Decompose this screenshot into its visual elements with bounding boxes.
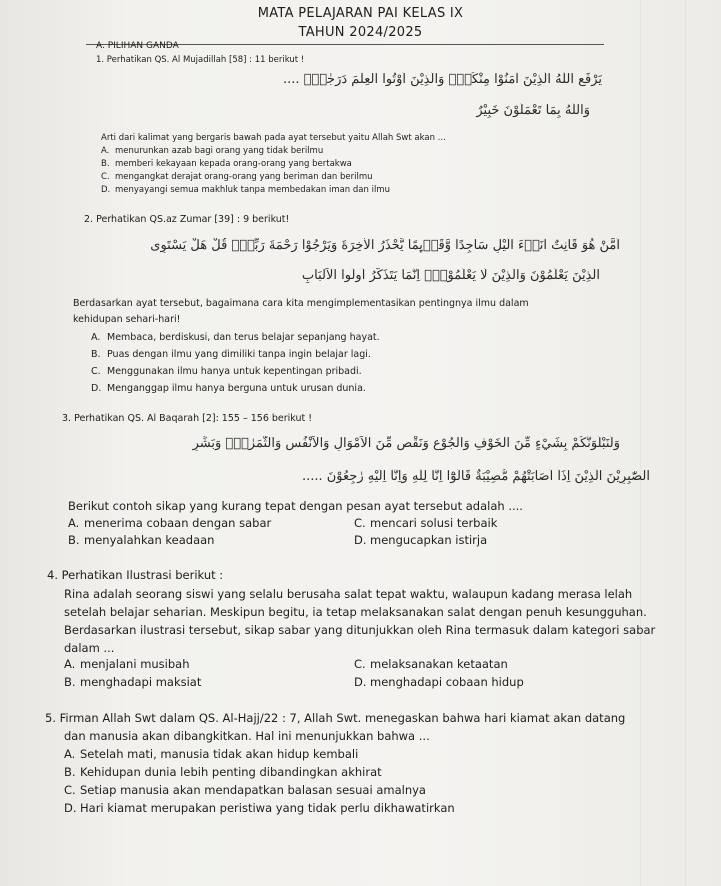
question-3-option-b: B. menyalahkan keadaan — [68, 533, 215, 547]
question-1-option-a: A. menurunkan azab bagi orang yang tidak berilmu — [101, 146, 324, 156]
question-5-option-b: B. Kehidupan dunia lebih penting dibandingkan akhirat — [64, 765, 382, 779]
question-2-stem-line-1: Berdasarkan ayat tersebut, bagaimana cara kita mengimplementasikan pentingnya ilmu dalam — [73, 298, 529, 309]
exam-year: TAHUN 2024/2025 — [298, 25, 423, 40]
question-1-option-b: B. memberi kekayaan kepada orang-orang yang bertakwa — [101, 159, 352, 169]
question-3-arabic-line-1: وَلَنَبْلُوَنَّكُمْ بِشَيْءٍ مِّنَ الْخَوْفِ وَالْجُوْعِ وَنَقْصٍ مِّنَ الْاَمْوَالِ وَالْاَنْفُسِ وَالثَّمَرٰتِۗ وَبَشِّرِ — [192, 436, 620, 451]
question-2-option-a: A. Membaca, berdiskusi, dan terus belajar sepanjang hayat. — [91, 332, 380, 343]
exam-title: MATA PELAJARAN PAI KELAS IX — [257, 6, 464, 21]
question-2-arabic-line-1: اَمَّنْ هُوَ قَانِتٌ اٰنَاۤءَ الَّيْلِ سَاجِدًا وَّقَاۤىِٕمًا يَّحْذَرُ الْاٰخِرَةَ وَيَرْجُوْا رَحْمَةَ رَبِّهٖۗ قُلْ هَلْ يَسْتَوِى — [150, 238, 620, 253]
question-4-option-d: D. menghadapi cobaan hidup — [354, 675, 524, 689]
question-1-stem: Arti dari kalimat yang bergaris bawah pada ayat tersebut yaitu Allah Swt akan ... — [101, 133, 446, 143]
question-2-option-c: C. Menggunakan ilmu hanya untuk kepentingan pribadi. — [91, 366, 362, 377]
paper-fold — [685, 0, 686, 886]
question-2-option-b: B. Puas dengan ilmu yang dimiliki tanpa ingin belajar lagi. — [91, 349, 371, 360]
question-4-option-b: B. menghadapi maksiat — [64, 675, 202, 689]
question-3-option-c: C. mencari solusi terbaik — [354, 516, 498, 530]
question-4-option-a: A. menjalani musibah — [64, 657, 190, 671]
question-3-prompt: 3. Perhatikan QS. Al Baqarah [2]: 155 – 156 berikut ! — [62, 413, 313, 424]
question-1-prompt: 1. Perhatikan QS. Al Mujadillah [58] : 11 berikut ! — [96, 55, 305, 65]
question-4-passage: Rina adalah seorang siswi yang selalu berusaha salat tepat waktu, walaupun kadang merasa lelah setelah belajar seharian. Meskipun begitu, ia tetap melaksanakan salat dengan penuh kesungguhan. Berdasarkan ilustrasi tersebut, sikap sabar yang ditunjukkan oleh Rina termasuk dalam kategori sabar dalam ... — [64, 587, 656, 655]
question-1-arabic-line-2: وَاللّٰهُ بِمَا تَعْمَلُوْنَ خَبِيْرٌ — [476, 103, 590, 118]
question-3-option-a: A. menerima cobaan dengan sabar — [68, 516, 272, 530]
question-1-arabic-line-1: يَرْفَعِ اللّٰهُ الَّذِيْنَ اٰمَنُوْا مِنْكُمْۙ وَالَّذِيْنَ اُوْتُوا الْعِلْمَ دَرَجٰتٍۗ .... — [282, 72, 602, 87]
question-3-stem: Berikut contoh sikap yang kurang tepat dengan pesan ayat tersebut adalah .... — [68, 499, 523, 513]
question-5-prompt-line-2: dan manusia akan dibangkitkan. Hal ini menunjukkan bahwa ... — [64, 729, 430, 743]
question-4-prompt: 4. Perhatikan Ilustrasi berikut : — [47, 568, 224, 582]
question-5-option-a: A. Setelah mati, manusia tidak akan hidup kembali — [64, 747, 359, 761]
question-5-option-d: D. Hari kiamat merupakan peristiwa yang tidak perlu dikhawatirkan — [64, 801, 455, 815]
question-3-arabic-line-2: الصّٰبِرِيْنَ الَّذِيْنَ اِذَآ اَصَابَتْهُمْ مُّصِيْبَةٌ قَالُوْٓا اِنَّا لِلّٰهِ وَاِنَّآ اِلَيْهِ رٰجِعُوْنَ ..... — [301, 469, 650, 484]
question-4-option-c: C. melaksanakan ketaatan — [354, 657, 508, 671]
question-2-option-d: D. Menganggap ilmu hanya berguna untuk urusan dunia. — [91, 383, 366, 394]
paper-fold — [640, 0, 641, 886]
section-label: A. PILIHAN GANDA — [96, 41, 179, 51]
question-3-option-d: D. mengucapkan istirja — [354, 533, 488, 547]
question-2-arabic-line-2: الَّذِيْنَ يَعْلَمُوْنَ وَالَّذِيْنَ لَا يَعْلَمُوْنَۗ اِنَّمَا يَتَذَكَّرُ اُولُوا الْاَلْبَابِ — [301, 268, 600, 283]
question-5-prompt-line-1: 5. Firman Allah Swt dalam QS. Al-Hajj/22 : 7, Allah Swt. menegaskan bahwa hari kiamat akan datang — [45, 711, 626, 725]
question-1-option-c: C. mengangkat derajat orang-orang yang beriman dan berilmu — [101, 172, 373, 182]
question-5-option-c: C. Setiap manusia akan mendapatkan balasan sesuai amalnya — [64, 783, 426, 797]
question-2-stem-line-2: kehidupan sehari-hari! — [73, 314, 181, 325]
question-2-prompt: 2. Perhatikan QS.az Zumar [39] : 9 berikut! — [84, 214, 290, 225]
question-1-option-d: D. menyayangi semua makhluk tanpa membedakan iman dan ilmu — [101, 185, 390, 195]
